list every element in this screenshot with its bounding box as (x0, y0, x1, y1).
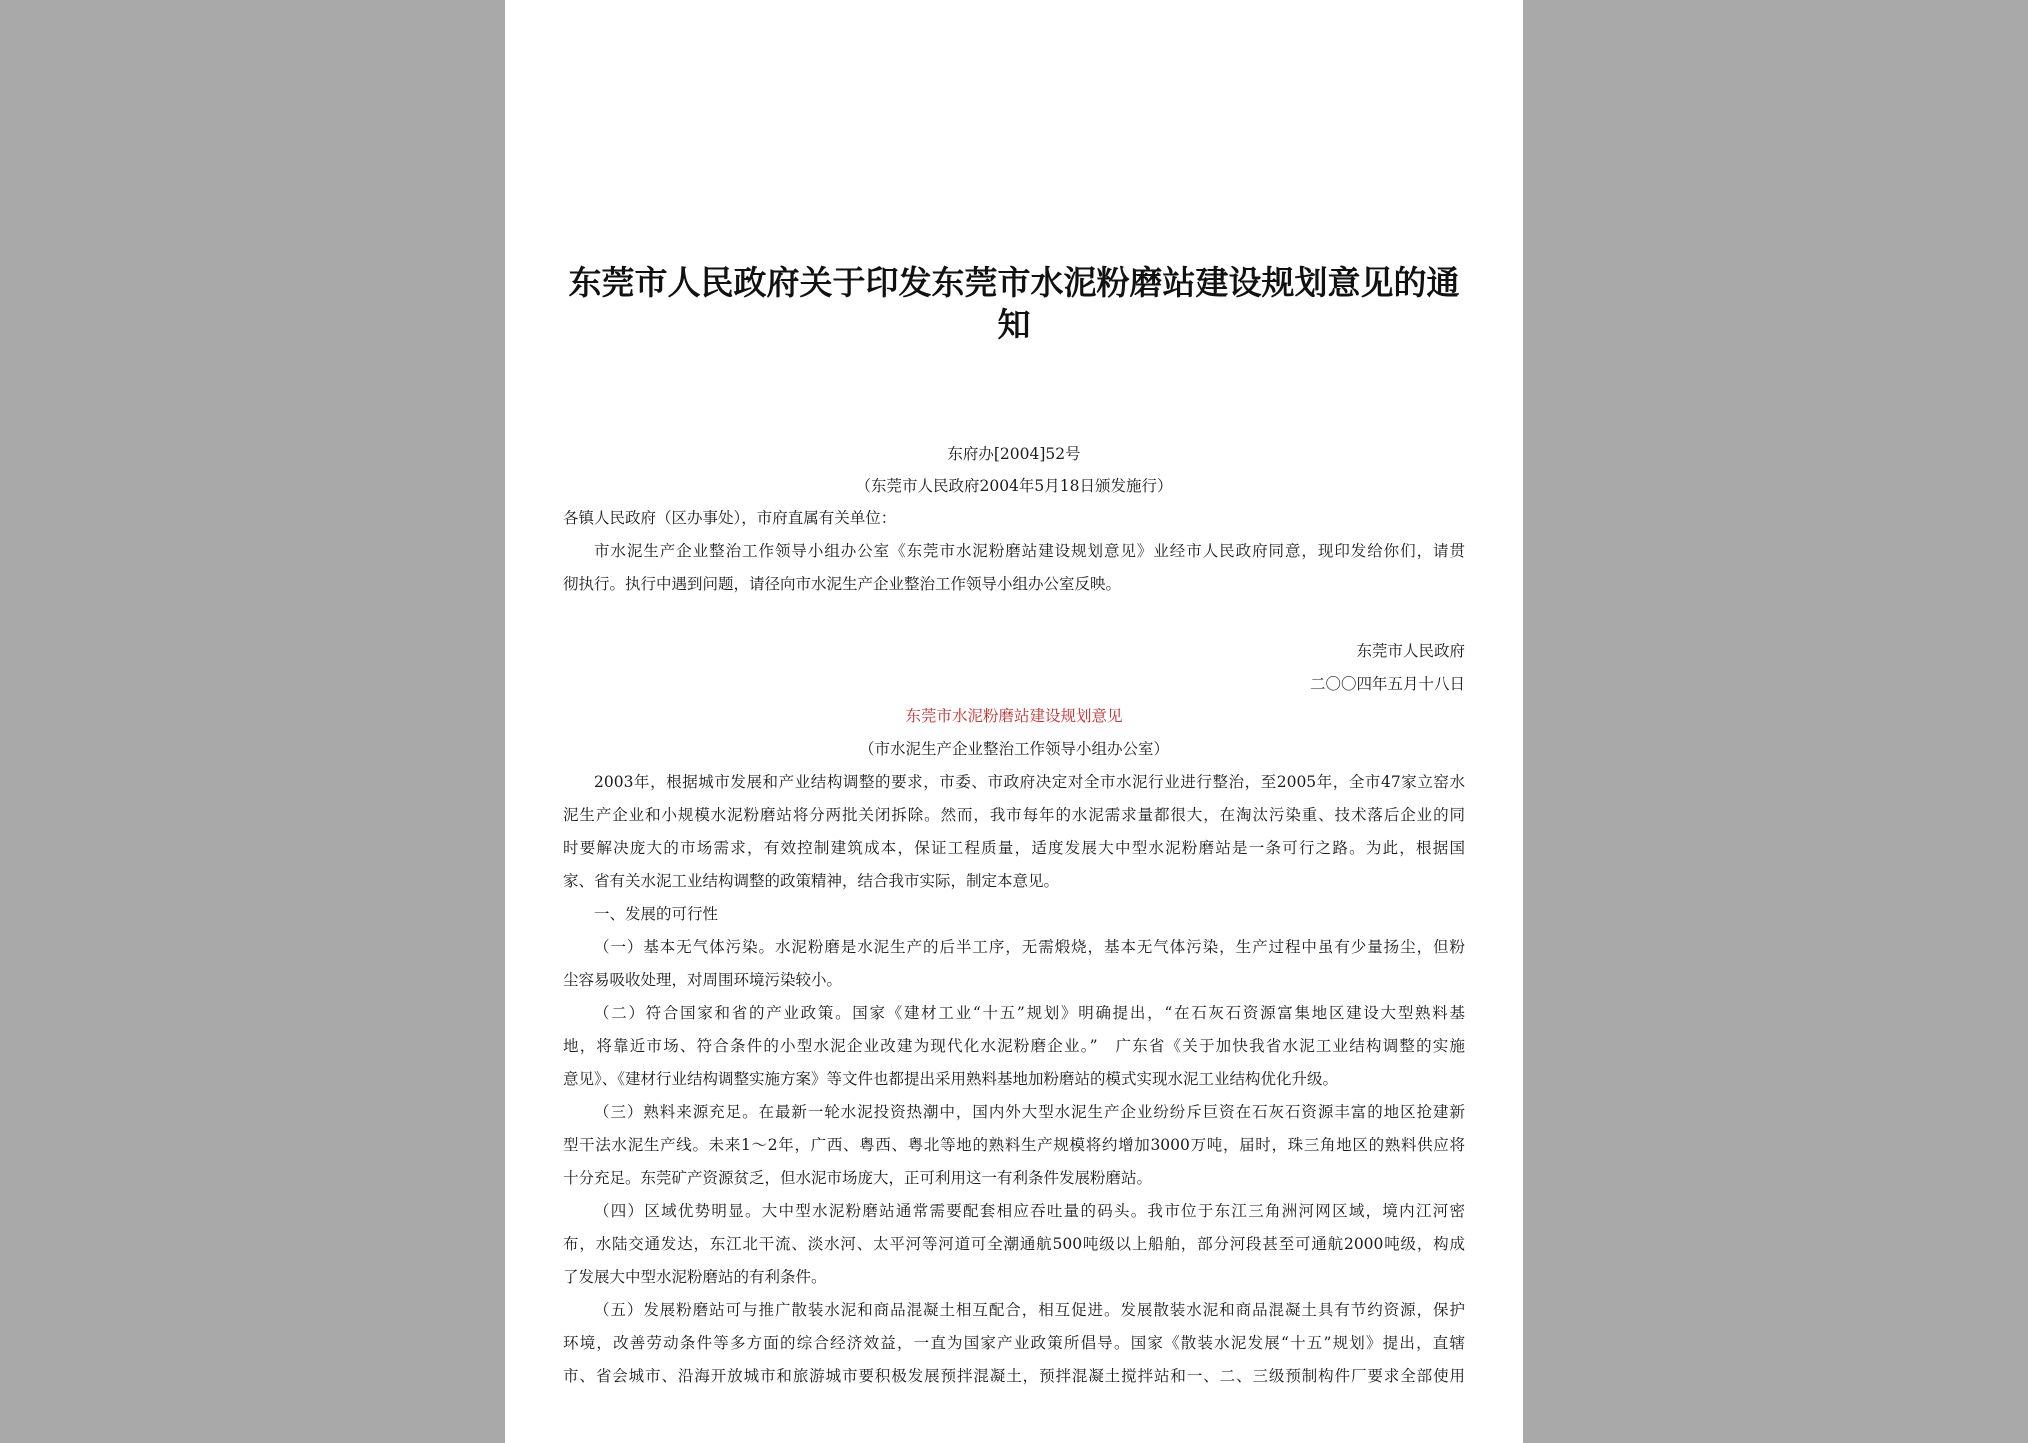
document-title: 东莞市人民政府关于印发东莞市水泥粉磨站建设规划意见的通知 (568, 263, 1460, 344)
body-line: 时要解决庞大的市场需求，有效控制建筑成本，保证工程质量，适度发展大中型水泥粉磨站是一条可行之路。为此，根据国 (563, 839, 1465, 857)
document-number: 东府办[2004]52号 (947, 445, 1081, 463)
issued-note: （东莞市人民政府2004年5月18日颁发施行） (855, 477, 1173, 495)
body-line: （二）符合国家和省的产业政策。国家《建材工业“十五”规划》明确提出，“在石灰石资源富集地区建设大型熟料基 (594, 1004, 1465, 1022)
body-line: 尘容易吸收处理，对周围环境污染较小。 (563, 971, 843, 989)
body-line: 家、省有关水泥工业结构调整的政策精神，结合我市实际，制定本意见。 (563, 872, 1060, 890)
body-line: 泥生产企业和小规模水泥粉磨站将分两批关闭拆除。然而，我市每年的水泥需求量都很大，在淘汰污染重、技术落后企业的同 (563, 806, 1465, 824)
body-line: 布，水陆交通发达，东江北干流、淡水河、太平河等河道可全潮通航500吨级以上船舶，部分河段甚至可通航2000吨级，构成 (563, 1235, 1465, 1253)
body-line: 地，将靠近市场、符合条件的小型水泥企业改建为现代化水泥粉磨企业。” 广东省《关于加快我省水泥工业结构调整的实施 (563, 1037, 1465, 1055)
intro-line: 彻执行。执行中遇到问题，请径向市水泥生产企业整治工作领导小组办公室反映。 (563, 575, 1122, 593)
body-line: （三）熟料来源充足。在最新一轮水泥投资热潮中，国内外大型水泥生产企业纷纷斥巨资在石灰石资源丰富的地区抢建新 (594, 1103, 1465, 1121)
section-heading: 一、发展的可行性 (594, 905, 719, 923)
salutation: 各镇人民政府（区办事处），市府直属有关单位： (563, 509, 897, 527)
signature-org: 东莞市人民政府 (1356, 642, 1465, 660)
body-line: （四）区域优势明显。大中型水泥粉磨站通常需要配套相应吞吐量的码头。我市位于东江三角洲河网区域，境内江河密 (594, 1202, 1465, 1220)
document-page (505, 0, 1523, 1443)
attachment-title: 东莞市水泥粉磨站建设规划意见 (905, 707, 1123, 725)
body-line: 意见》、《建材行业结构调整实施方案》等文件也都提出采用熟料基地加粉磨站的模式实现水泥工业结构优化升级。 (563, 1070, 1339, 1088)
attachment-source: （市水泥生产企业整治工作领导小组办公室） (858, 740, 1169, 758)
body-line: 型干法水泥生产线。未来1～2年，广西、粤西、粤北等地的熟料生产规模将约增加3000万吨，届时，珠三角地区的熟料供应将 (563, 1136, 1465, 1154)
body-line: （五）发展粉磨站可与推广散装水泥和商品混凝土相互配合，相互促进。发展散装水泥和商品混凝土具有节约资源，保护 (594, 1301, 1465, 1319)
body-line: 环境，改善劳动条件等多方面的综合经济效益，一直为国家产业政策所倡导。国家《散装水泥发展“十五”规划》提出，直辖 (563, 1334, 1465, 1352)
body-line: 2003年，根据城市发展和产业结构调整的要求，市委、市政府决定对全市水泥行业进行整治，至2005年，全市47家立窑水 (594, 773, 1465, 791)
signature-date: 二〇〇四年五月十八日 (1309, 675, 1465, 693)
body-line: 十分充足。东莞矿产资源贫乏，但水泥市场庞大，正可利用这一有利条件发展粉磨站。 (563, 1169, 1153, 1187)
body-line: （一）基本无气体污染。水泥粉磨是水泥生产的后半工序，无需煅烧，基本无气体污染，生产过程中虽有少量扬尘，但粉 (594, 938, 1465, 956)
body-line: 了发展大中型水泥粉磨站的有利条件。 (563, 1268, 827, 1286)
intro-line: 市水泥生产企业整治工作领导小组办公室《东莞市水泥粉磨站建设规划意见》业经市人民政府同意，现印发给你们，请贯 (594, 542, 1465, 560)
body-line: 市、省会城市、沿海开放城市和旅游城市要积极发展预拌混凝土，预拌混凝土搅拌站和一、二、三级预制构件厂要求全部使用 (563, 1367, 1465, 1385)
